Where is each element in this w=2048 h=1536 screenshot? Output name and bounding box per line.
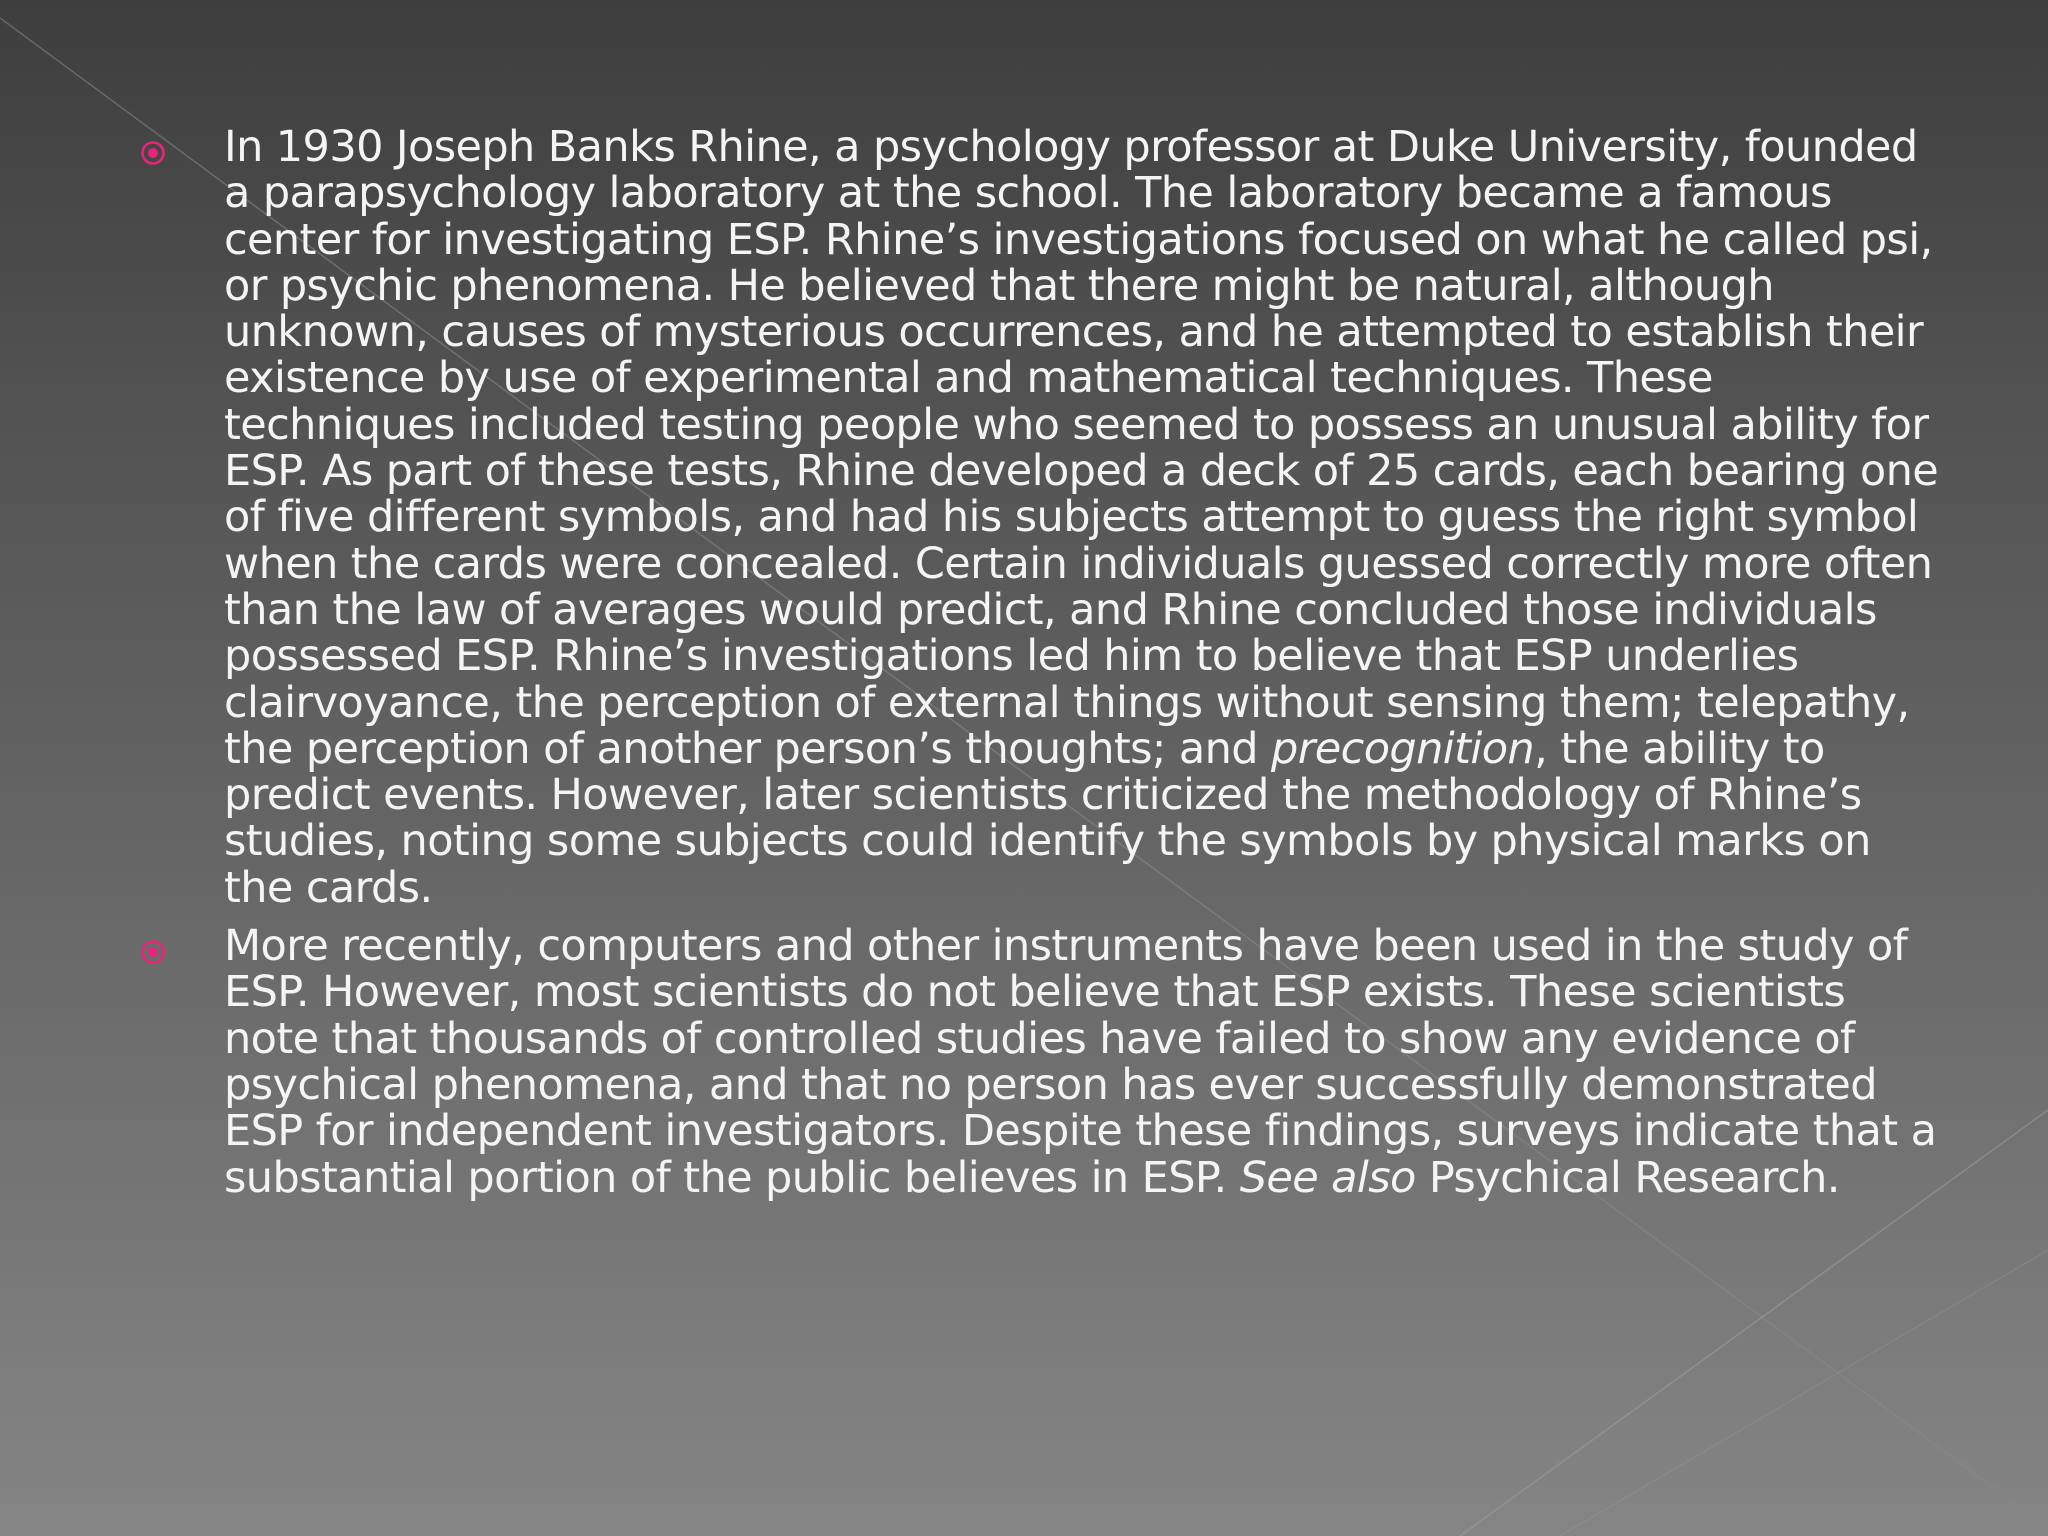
italic-see-also: See also xyxy=(1239,1152,1416,1203)
circled-dot-bullet-icon xyxy=(140,939,166,965)
bullet-text-part: In 1930 Joseph Banks Rhine, a psychology professor at Duke University, founded a parapsychology laboratory at the school. The laboratory became a famous center for investigating ESP. Rhine’s investigations focused on what he called psi, or psychic phenomena. He believed that there might be natural, although unknown, causes of mysterious occurrences, and he attempted to establish their existence by use of experimental and mathematical techniques. These techniques included testing people who seemed to possess an unusual ability for ESP. As part of these tests, Rhine developed a deck of 25 cards, each bearing one of five different symbols, and had his subjects attempt to guess the right symbol when the cards were concealed. Certain individuals guessed correctly more often than the law of averages would predict, and Rhine concluded those individuals possessed ESP. Rhine’s investigations led him to believe that ESP underlies clairvoyance, the perception of external things without sensing them; telepathy, the perception of another person’s thoughts; and xyxy=(224,122,1939,774)
bullet-text-part: Psychical Research. xyxy=(1415,1152,1840,1203)
bullet-item-rhine-laboratory xyxy=(140,124,1940,911)
italic-term-precognition: precognition xyxy=(1271,723,1535,774)
bullet-text-part: , the ability to predict events. However, later scientists criticized the methodology of Rhine’s studies, noting some subjects could identify the symbols by physical marks on the cards. xyxy=(224,723,1871,913)
bullet-text xyxy=(224,923,1940,1201)
circled-dot-bullet-icon xyxy=(140,140,166,166)
slide-body xyxy=(140,124,1940,1201)
bullet-item-recent-studies xyxy=(140,923,1940,1201)
bullet-text xyxy=(224,124,1940,911)
bullet-text-part: More recently, computers and other instruments have been used in the study of ESP. However, most scientists do not believe that ESP exists. These scientists note that thousands of controlled studies have failed to show any evidence of psychical phenomena, and that no person has ever successfully demonstrated ESP for independent investigators. Despite these findings, surveys indicate that a substantial portion of the public believes in ESP. xyxy=(224,921,1937,1203)
